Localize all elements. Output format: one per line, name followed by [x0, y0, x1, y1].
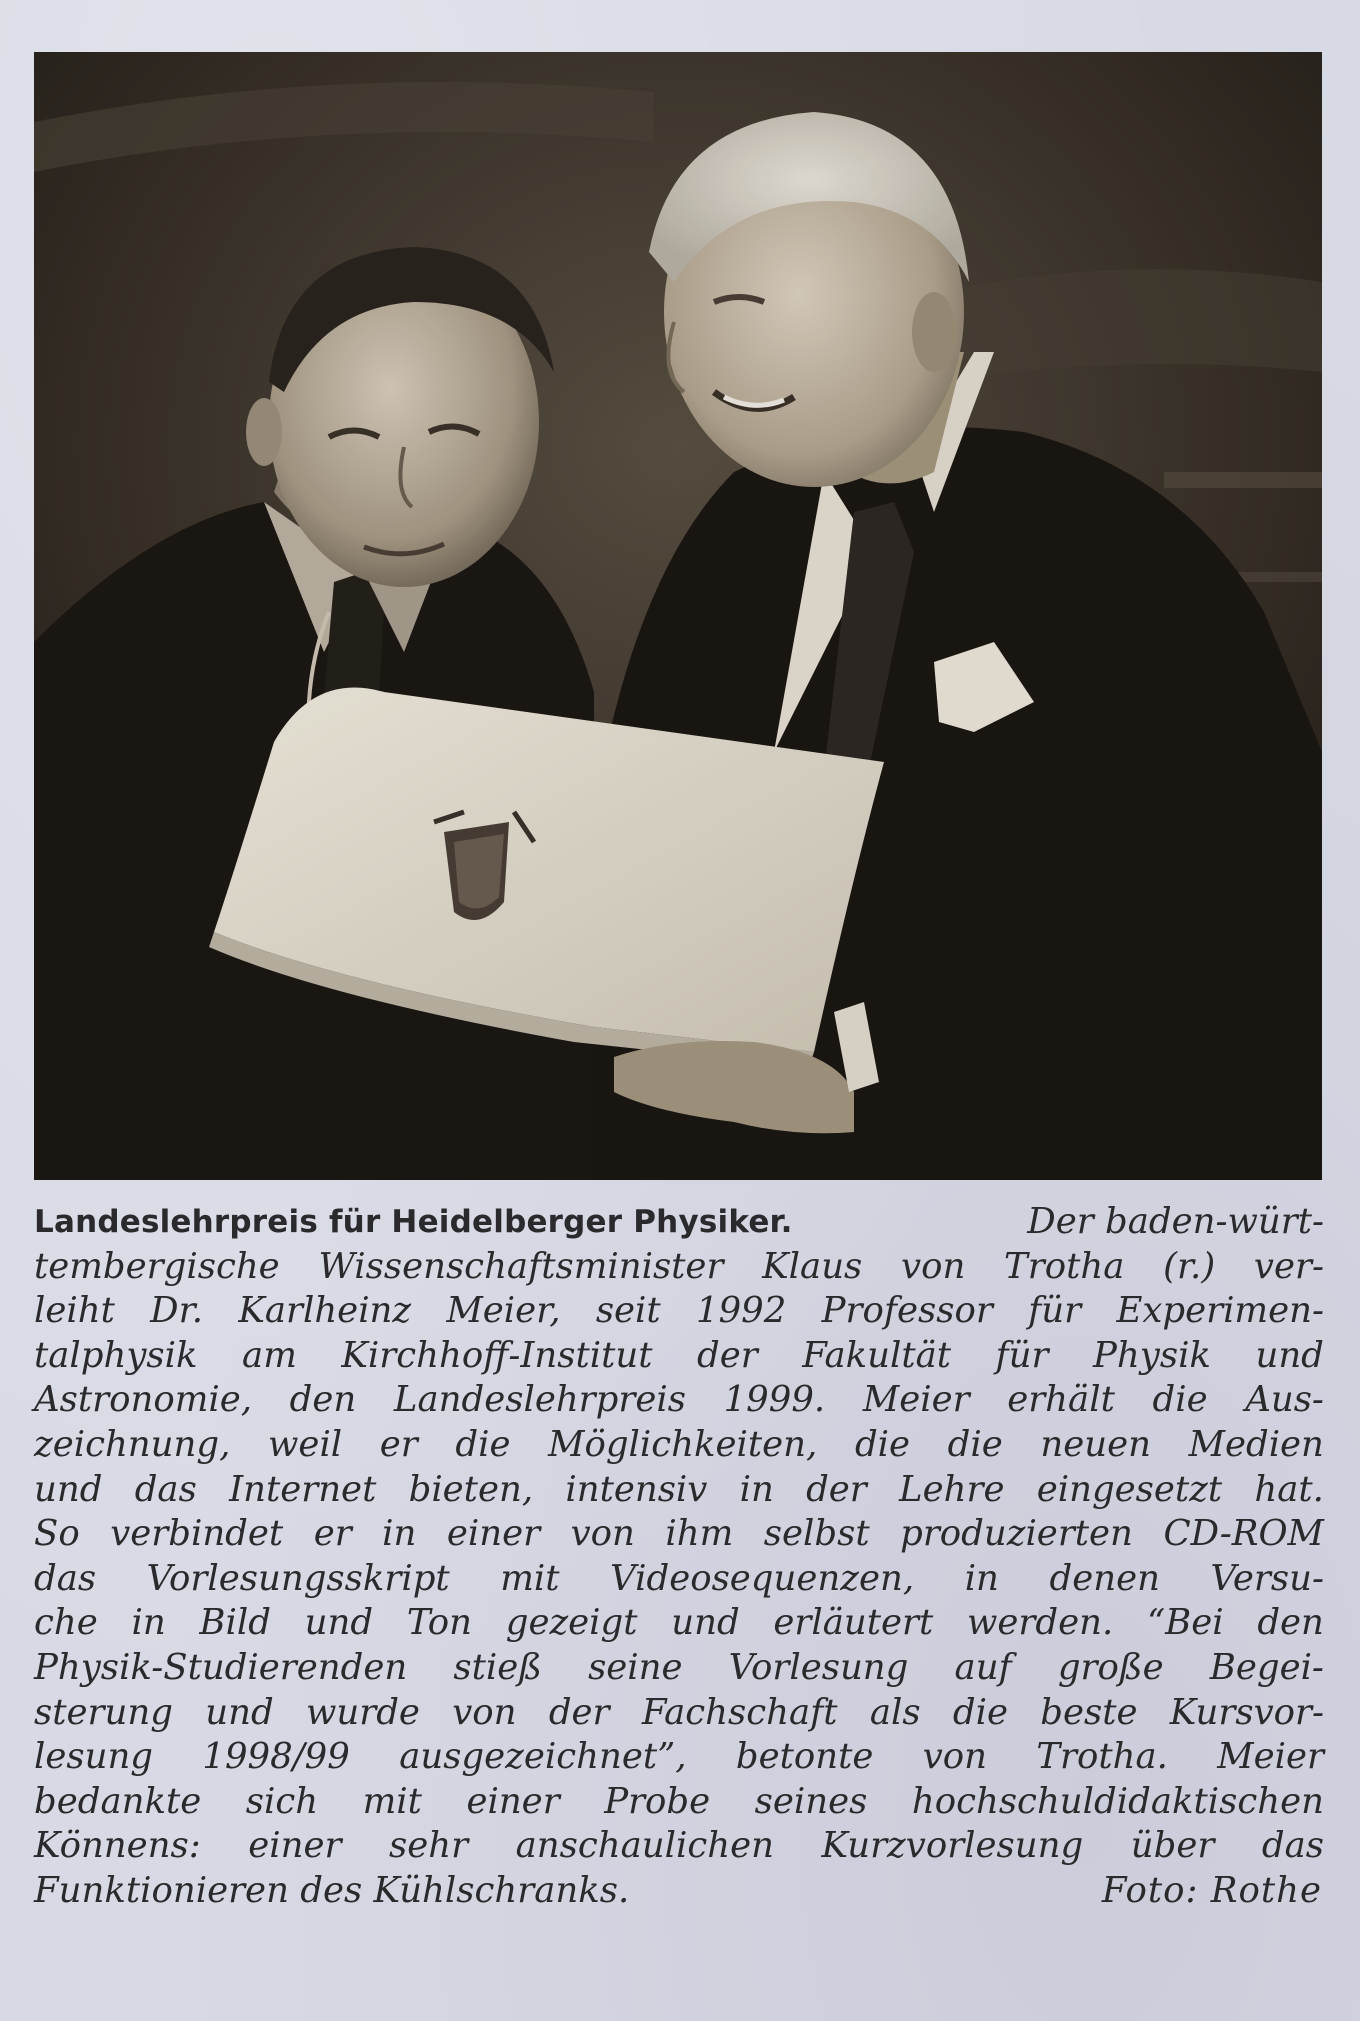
- caption-line: So verbindet er in einer von ihm selbst produzierten CD-ROM: [34, 1513, 1324, 1555]
- caption-line: das Vorlesungsskript mit Videosequenzen, in denen Versu-: [34, 1557, 1324, 1599]
- caption-line: Könnens: einer sehr anschaulichen Kurzvorlesung über das: [34, 1825, 1324, 1867]
- caption-line: tembergische Wissenschaftsminister Klaus von Trotha (r.) ver-: [34, 1245, 1324, 1287]
- press-photo: [34, 52, 1322, 1180]
- caption-line: [34, 1200, 1324, 1245]
- photo-credit: Foto: Rothe: [1101, 1869, 1322, 1911]
- photo-caption: [34, 1200, 1324, 1914]
- caption-headline: Landeslehrpreis für Heidelberger Physiker.: [34, 1204, 793, 1240]
- photo-illustration: [34, 52, 1322, 1180]
- caption-line: [34, 1869, 1324, 1914]
- caption-line: Astronomie, den Landeslehrpreis 1999. Meier erhält die Aus-: [34, 1379, 1324, 1421]
- caption-line: talphysik am Kirchhoff-Institut der Fakultät für Physik und: [34, 1334, 1324, 1376]
- caption-line: lesung 1998/99 ausgezeichnet”, betonte von Trotha. Meier: [34, 1736, 1324, 1778]
- caption-line: che in Bild und Ton gezeigt und erläutert werden. “Bei den: [34, 1602, 1324, 1644]
- caption-line: zeichnung, weil er die Möglichkeiten, die die neuen Medien: [34, 1423, 1324, 1465]
- caption-text: Der baden-würt-: [1027, 1201, 1324, 1242]
- caption-text: Funktionieren des Kühlschranks.: [34, 1869, 630, 1911]
- caption-line: und das Internet bieten, intensiv in der Lehre eingesetzt hat.: [34, 1468, 1324, 1510]
- caption-line: sterung und wurde von der Fachschaft als die beste Kursvor-: [34, 1691, 1324, 1733]
- caption-line: leiht Dr. Karlheinz Meier, seit 1992 Professor für Experimen-: [34, 1290, 1324, 1332]
- caption-line: bedankte sich mit einer Probe seines hochschuldidaktischen: [34, 1780, 1324, 1822]
- caption-line: Physik-Studierenden stieß seine Vorlesung auf große Begei-: [34, 1646, 1324, 1688]
